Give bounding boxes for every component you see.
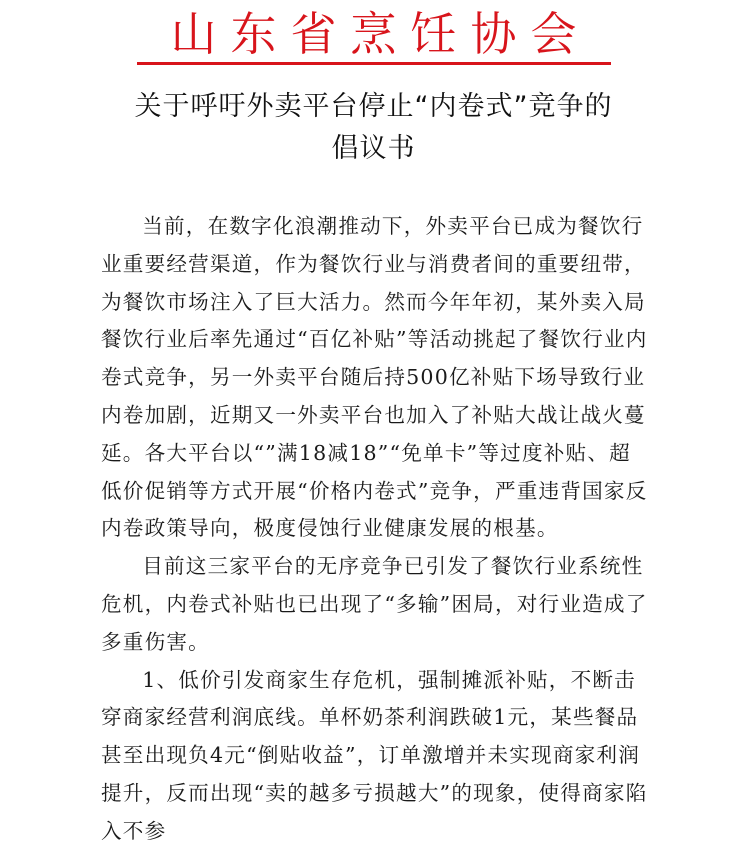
letterhead-red-rule [137,62,611,65]
letterhead [0,6,747,62]
title-line-1: 关于呼吁外卖平台停止“内卷式”竞争的 [134,91,613,122]
paragraph-intro: 当前，在数字化浪潮推动下，外卖平台已成为餐饮行业重要经营渠道，作为餐饮行业与消费者间的重要纽带，为餐饮市场注入了巨大活力。然而今年年初，某外卖入局餐饮行业后率先通过“百亿补贴”等活动挑起了餐饮行业内卷式竞争，另一外卖平台随后持500亿补贴下场导致行业内卷加剧，近期又一外卖平台也加入了补贴大战让战火蔓延。各大平台以“”满18减18”“免单卡”等过度补贴、超低价促销等方式开展“价格内卷式”竞争，严重违背国家反内卷政策导向，极度侵蚀行业健康发展的根基。 [101,214,648,541]
document-title [0,86,747,170]
paragraph-crisis: 目前这三家平台的无序竞争已引发了餐饮行业系统性危机，内卷式补贴也已出现了“多输”困局，对行业造成了多重伤害。 [101,554,648,654]
organization-name: 山东省烹饪协会 [170,7,591,61]
paragraph-point-1: 1、低价引发商家生存危机，强制摊派补贴，不断击穿商家经营利润底线。单杯奶茶利润跌破1元，某些餐品甚至出现负4元“倒贴收益”，订单激增并未实现商家利润提升，反而出现“卖的越多亏损越大”的现象，使得商家陷入不参 [101,667,648,843]
title-line-2: 倡议书 [331,133,416,164]
document-body [101,208,649,851]
